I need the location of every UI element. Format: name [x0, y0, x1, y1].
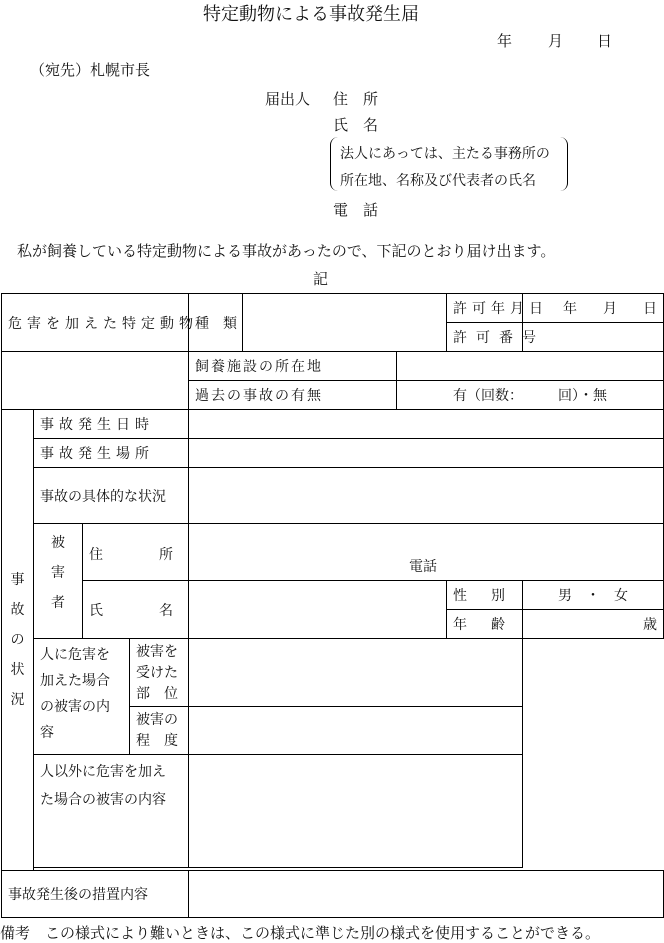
animal-section-spacer	[2, 352, 189, 410]
victim-name-label: 氏 名	[83, 581, 189, 639]
accident-char-1: 事	[10, 572, 25, 588]
injury-degree-field[interactable]	[189, 707, 523, 755]
sex-label: 性 別	[447, 581, 523, 610]
past-accidents-label: 過去の事故の有無	[189, 381, 397, 410]
applicant-name-label: 氏 名	[333, 116, 379, 134]
accident-char-3: の	[10, 632, 25, 648]
injured-part-field[interactable]	[189, 639, 523, 707]
victim-label	[34, 524, 83, 639]
statement: 私が飼養している特定動物による事故があったので、下記のとおり届け出ます。	[17, 242, 556, 260]
applicant-address-label: 住 所	[333, 90, 379, 108]
victim-address-field[interactable]	[189, 524, 664, 581]
facility-location-field[interactable]	[397, 352, 664, 381]
corporate-note-line2: 所在地、名称及び代表者の氏名	[340, 173, 536, 189]
date-month: 月	[548, 32, 564, 50]
permit-number-label: 許可番号	[447, 323, 523, 352]
kind-field[interactable]	[243, 294, 447, 352]
date-day: 日	[597, 32, 613, 50]
sex-value[interactable]: 男 ・ 女	[523, 581, 664, 610]
human-harm-label: 人に危害を加えた場合の被害の内容	[34, 639, 130, 755]
animal-section-label: 危害を加えた特定動物	[2, 294, 189, 352]
age-label: 年 齢	[447, 610, 523, 639]
permit-date-month: 月	[603, 301, 617, 317]
permit-date-year: 年	[563, 301, 577, 317]
ki-label: 記	[313, 270, 329, 288]
accident-report-table	[1, 293, 664, 918]
page-title: 特定動物による事故発生届	[203, 4, 419, 25]
applicant-label: 届出人	[265, 90, 311, 108]
age-unit: 歳	[643, 617, 657, 633]
non-human-harm-field[interactable]	[189, 755, 523, 868]
injured-part-label: 被害を受けた部 位	[130, 639, 189, 707]
occurred-place-label: 事故発生場所	[34, 439, 189, 468]
accident-section-label	[2, 410, 34, 871]
occurred-datetime-field[interactable]	[189, 410, 664, 439]
measures-after-field[interactable]	[189, 871, 664, 918]
applicant-phone-label: 電 話	[333, 201, 379, 219]
occurred-datetime-label: 事故発生日時	[34, 410, 189, 439]
victim-char-1: 被	[51, 535, 65, 551]
accident-char-4: 状	[10, 662, 25, 678]
victim-char-2: 害	[51, 565, 65, 581]
past-accidents-value[interactable]: 有（回数： 回）・無	[397, 381, 664, 410]
measures-after-label: 事故発生後の措置内容	[2, 871, 189, 918]
specific-situation-label: 事故の具体的な状況	[34, 468, 189, 524]
non-human-harm-label: 人以外に危害を加えた場合の被害の内容	[34, 755, 189, 868]
victim-address-label: 住 所	[83, 524, 189, 581]
kind-label: 種 類	[189, 294, 243, 352]
victim-char-3: 者	[51, 595, 65, 611]
victim-phone-label: 電話	[409, 559, 437, 575]
facility-location-label: 飼養施設の所在地	[189, 352, 397, 381]
victim-name-field[interactable]	[189, 581, 447, 639]
age-field[interactable]	[523, 610, 664, 639]
date-year: 年	[497, 32, 513, 50]
addressee: （宛先）札幌市長	[30, 61, 151, 79]
corporate-note-line1: 法人にあっては、主たる事務所の	[340, 146, 550, 162]
accident-char-5: 況	[10, 692, 25, 708]
permit-date-label: 許可年月日	[447, 294, 523, 323]
accident-char-2: 故	[10, 602, 25, 618]
occurred-place-field[interactable]	[189, 439, 664, 468]
injury-degree-label: 被害の程 度	[130, 707, 189, 755]
specific-situation-field[interactable]	[189, 468, 664, 524]
footer-note: 備考 この様式により難いときは、この様式に準じた別の様式を使用することができる。	[0, 924, 601, 942]
permit-date-day: 日	[643, 301, 657, 317]
